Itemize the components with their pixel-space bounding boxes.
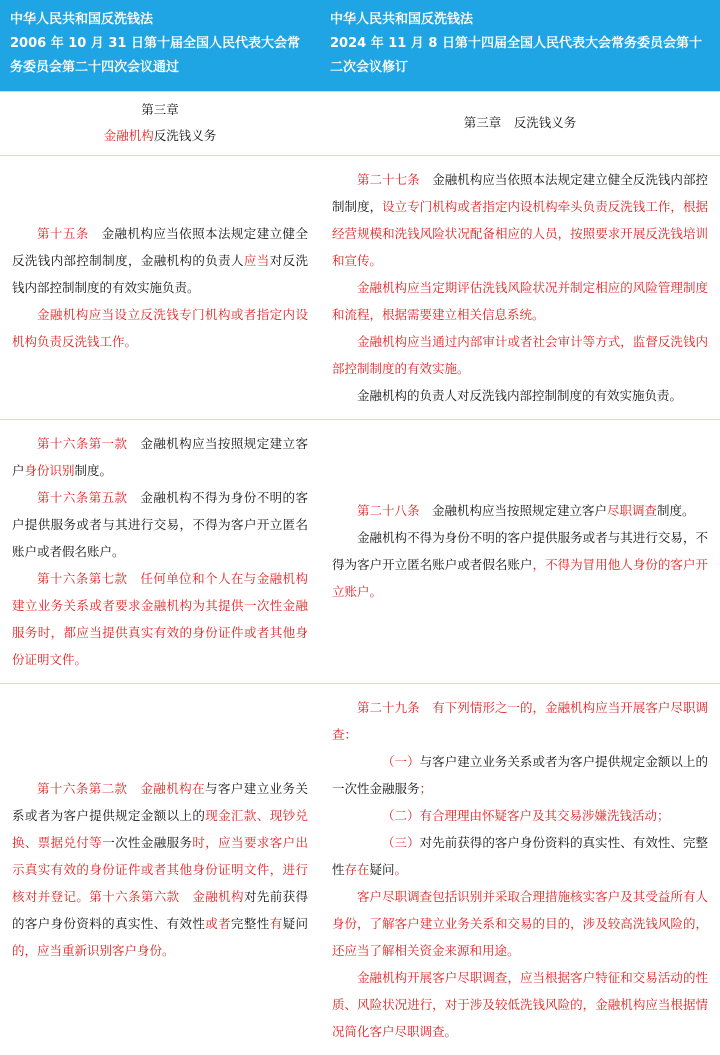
r2-right-p1-text: 金融机构应当按照规定建立客户 [419, 503, 608, 518]
r3-right-p1: 第二十九条 有下列情形之一的，金融机构应当开展客户尽职调查： [332, 699, 708, 742]
r3-left-p1-changed-5: 的，应当重新识别客户身份。 [12, 942, 175, 958]
chapter-left-line2 [0, 123, 320, 149]
r3-right-p4-changed: 存在 [344, 861, 370, 877]
chapter-right [320, 91, 720, 155]
r1-left-p1-text: 金融机构应当依照本法规定建立健全反洗钱内部控制制度，金融机构的负责人 [12, 225, 308, 268]
article-row-2-right [320, 419, 720, 683]
r3-right-p2 [332, 748, 708, 802]
r1-right-p2: 金融机构应当定期评估洗钱风险状况并制定相应的风险管理制度和流程，根据需要建立相关信息系统。 [332, 279, 708, 322]
header-left-note: 2006 年 10 月 31 日第十届全国人民代表大会常务委员会第二十四次会议通过 [10, 36, 300, 76]
article-row-1-left [0, 155, 320, 419]
r3-right-p4-changed-2: 。 [394, 861, 408, 877]
header-right-note: 2024 年 11 月 8 日第十四届全国人民代表大会常务委员会第十二次会议修订 [330, 36, 702, 76]
r3-left-p1-changed-3: 或者 [205, 915, 232, 931]
r1-right-p1 [332, 166, 708, 274]
chapter-left-changed-text: 金融机构 [103, 128, 154, 143]
r3-left-p1-changed-2: 时，应当要求客户出示真实有效的身份证件或者其他身份证明文件，进行核对并登记。第十六条第六款 金融机构 [12, 834, 308, 904]
r2-left-p1-changed: 身份识别 [24, 462, 75, 478]
r3-left-p1-changed-1: 现金汇款、现钞兑换、票据兑付等 [12, 807, 308, 850]
r2-right-p2 [332, 524, 708, 605]
r1-left-p1-rest: 对反洗钱内部控制制度的有效实施负责。 [12, 252, 308, 295]
r3-left-p1-changed-4: 有 [269, 915, 283, 931]
r2-right-p2-text: 金融机构不得为身份不明的客户提供服务或者与其进行交易，不得为客户开立匿名账户或者假名账户 [332, 530, 708, 572]
r3-right-p2-changed: ； [419, 780, 433, 796]
article-row-3-left [0, 683, 320, 1055]
article-row-2-left [0, 419, 320, 683]
r1-left-p1-article: 第十五条 [37, 225, 89, 241]
r2-left-p2-article: 第十六条第五款 [37, 489, 128, 505]
r1-right-p3: 金融机构应当通过内部审计或者社会审计等方式，监督反洗钱内部控制制度的有效实施。 [332, 333, 708, 376]
r1-right-p4: 金融机构的负责人对反洗钱内部控制制度的有效实施负责。 [357, 387, 683, 403]
article-row-3-right [320, 683, 720, 1055]
chapter-left-rest: 反洗钱义务 [153, 128, 217, 143]
r3-left-p1-text: 与客户建立业务关系或者为客户提供规定金额以上的 [12, 780, 308, 823]
r2-right-p1-rest: 制度。 [657, 503, 695, 518]
r2-right-p1 [332, 497, 708, 524]
article-row-2 [0, 419, 720, 683]
r3-right-p3: （二）有合理理由怀疑客户及其交易涉嫌洗钱活动； [382, 807, 670, 823]
r1-left-p2: 金融机构应当设立反洗钱专门机构或者指定内设机构负责反洗钱工作。 [12, 306, 308, 349]
r3-right-p4-text-2: 疑问 [369, 861, 395, 877]
r1-right-p1-changed: 设立专门机构或者指定内设机构牵头负责反洗钱工作，根据经营规模和洗钱风险状况配备相应的人员，按照要求开展反洗钱培训和宣传。 [332, 198, 708, 268]
r3-left-p1-text-2: 一次性金融服务 [102, 834, 193, 850]
r2-left-p3: 第十六条第七款 任何单位和个人在与金融机构建立业务关系或者要求金融机构为其提供一次性金融服务时，都应当提供真实有效的身份证件或者其他身份证明文件。 [12, 570, 308, 667]
chapter-row [0, 91, 720, 155]
r3-right-p4-num: （三） [382, 834, 420, 850]
r3-right-p2-num: （一） [382, 753, 420, 769]
r3-right-p5: 客户尽职调查包括识别并采取合理措施核实客户及其受益所有人身份，了解客户建立业务关系和交易的目的，涉及较高洗钱风险的，还应当了解相关资金来源和用途。 [332, 888, 708, 958]
chapter-left [0, 91, 320, 155]
header-right-law-title: 中华人民共和国反洗钱法 [330, 12, 474, 28]
article-row-1-right [320, 155, 720, 419]
r3-right-p2-text: 与客户建立业务关系或者为客户提供规定金额以上的一次性金融服务 [332, 753, 708, 796]
r1-right-p1-text: 金融机构应当依照本法规定建立健全反洗钱内部控制制度， [332, 171, 708, 214]
r2-left-p1-article: 第十六条第一款 [37, 435, 128, 451]
r1-left-p1 [12, 220, 308, 301]
r3-right-p6: 金融机构开展客户尽职调查，应当根据客户特征和交易活动的性质、风险状况进行，对于涉及较低洗钱风险的，金融机构应当根据情况简化客户尽职调查。 [332, 969, 708, 1039]
r2-left-p1 [12, 430, 308, 484]
chapter-left-line1: 第三章 [141, 102, 179, 117]
r3-left-p1-text-5: 疑问 [282, 915, 308, 931]
r3-left-p1 [12, 775, 308, 964]
r2-left-p2-text: 金融机构不得为身份不明的客户提供服务或者与其进行交易，不得为客户开立匿名账户或者假名账户。 [12, 489, 308, 559]
r2-left-p2 [12, 484, 308, 565]
r1-right-p1-article: 第二十七条 [357, 171, 420, 187]
r3-left-p1-article: 第十六条第二款 金融机构在 [37, 780, 206, 796]
header-left-law-title: 中华人民共和国反洗钱法 [10, 12, 154, 28]
r2-left-p1-rest: 制度。 [74, 462, 113, 478]
chapter-right-title: 第三章 反洗钱义务 [463, 115, 577, 130]
header-right [320, 0, 720, 91]
r2-left-p1-text: 金融机构应当按照规定建立客户 [12, 435, 308, 478]
article-row-1 [0, 155, 720, 419]
r2-right-p1-article: 第二十八条 [357, 503, 420, 518]
header-left [0, 0, 320, 91]
r3-left-p1-text-4: 完整性 [231, 915, 270, 931]
r3-right-p4-text: 对先前获得的客户身份资料的真实性、有效性、完整性 [332, 834, 708, 877]
r2-right-p1-changed: 尽职调查 [607, 503, 658, 518]
article-row-3 [0, 683, 720, 1055]
r1-left-p1-changed: 应当 [243, 252, 270, 268]
r2-right-p2-changed: ，不得为冒用他人身份的客户开立账户。 [332, 557, 708, 599]
r3-right-p4 [332, 829, 708, 883]
r3-left-p1-text-3: 对先前获得的客户身份资料的真实性、有效性 [12, 888, 308, 931]
header-row [0, 0, 720, 91]
